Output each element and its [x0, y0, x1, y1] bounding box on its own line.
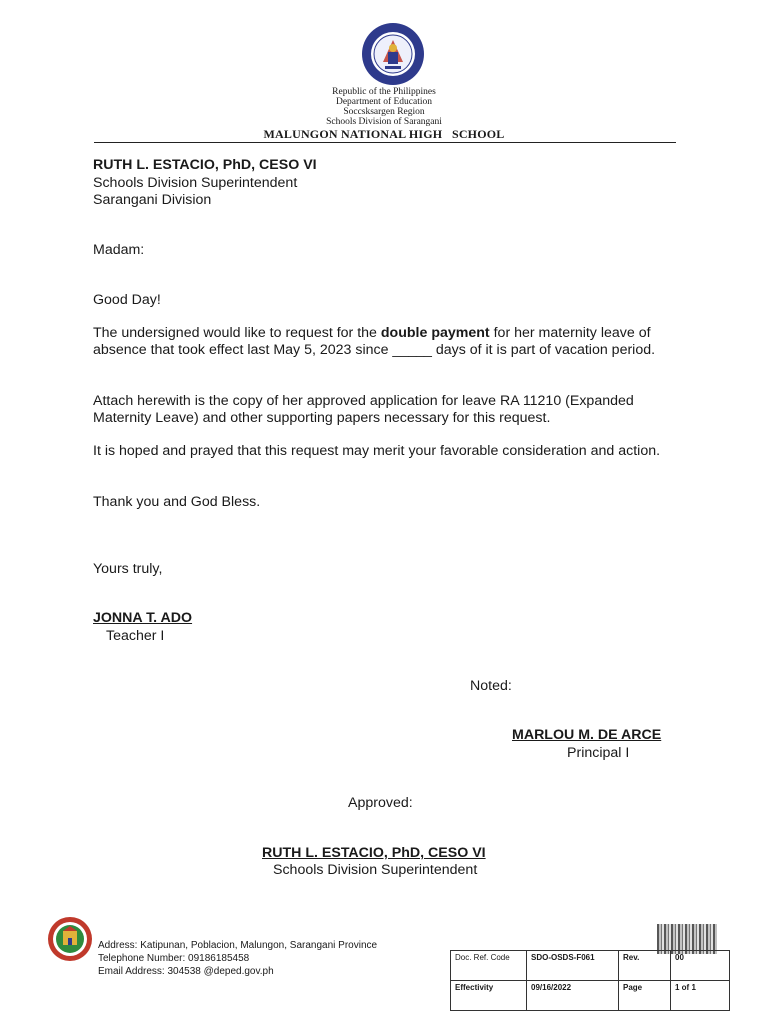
school-name: MALUNGON NATIONAL HIGH SCHOOL: [263, 127, 505, 141]
rev-value: 00: [671, 951, 730, 981]
document-reference-table: [450, 950, 730, 1011]
header-divider: [94, 142, 676, 143]
closing: Yours truly,: [93, 561, 163, 577]
double-payment-emphasis: double payment: [380, 325, 490, 341]
paragraph-request: The undersigned would like to request for the double payment for her maternity leave of absence that took effect last May 5, 2023 since _____ days of it is part of vacation period.: [93, 325, 656, 358]
footer-telephone: Telephone Number: 09186185458: [98, 953, 250, 964]
approved-label: Approved:: [348, 795, 413, 811]
doc-ref-value: SDO-OSDS-F061: [527, 951, 619, 981]
salutation: Madam:: [93, 242, 145, 258]
footer-email: Email Address: 304538 @deped.gov.ph: [98, 966, 274, 977]
school-logo: [47, 916, 93, 962]
thanks-line: Thank you and God Bless.: [93, 494, 261, 510]
addressee-division: Sarangani Division: [93, 192, 212, 208]
page-label: Page: [619, 981, 671, 1011]
addressee-title: Schools Division Superintendent: [93, 175, 298, 191]
effectivity-value: 09/16/2022: [527, 981, 619, 1011]
noted-title: Principal I: [567, 745, 630, 761]
paragraph-hope: It is hoped and prayed that this request may merit your favorable consideration and action.: [93, 443, 661, 459]
header-line-department: Department of Education: [335, 97, 433, 107]
noted-name: MARLOU M. DE ARCE: [512, 727, 662, 743]
effectivity-label: Effectivity: [451, 981, 527, 1011]
approved-title: Schools Division Superintendent: [273, 862, 478, 878]
header-line-republic: Republic of the Philippines: [332, 87, 436, 97]
sender-name: JONNA T. ADO: [93, 610, 193, 626]
doc-ref-label: Doc. Ref. Code: [451, 951, 527, 981]
page-value: 1 of 1: [671, 981, 730, 1011]
header-line-region: Soccsksargen Region: [343, 107, 425, 117]
addressee-name: RUTH L. ESTACIO, PhD, CESO VI: [93, 157, 317, 173]
deped-seal-logo: [361, 22, 425, 86]
header-line-division: Schools Division of Sarangani: [326, 117, 442, 127]
sender-title: Teacher I: [106, 628, 165, 644]
paragraph-attachment: Attach herewith is the copy of her approved application for leave RA 11210 (Expanded Maternity Leave) and other supporting papers necessary for this request.: [93, 393, 634, 426]
greeting: Good Day!: [93, 292, 161, 308]
footer-address: Address: Katipunan, Poblacion, Malungon, Sarangani Province: [98, 940, 378, 951]
noted-label: Noted:: [470, 678, 512, 694]
rev-label: Rev.: [619, 951, 671, 981]
approved-name: RUTH L. ESTACIO, PhD, CESO VI: [262, 845, 486, 861]
table-row: [451, 951, 730, 981]
table-row: [451, 981, 730, 1011]
